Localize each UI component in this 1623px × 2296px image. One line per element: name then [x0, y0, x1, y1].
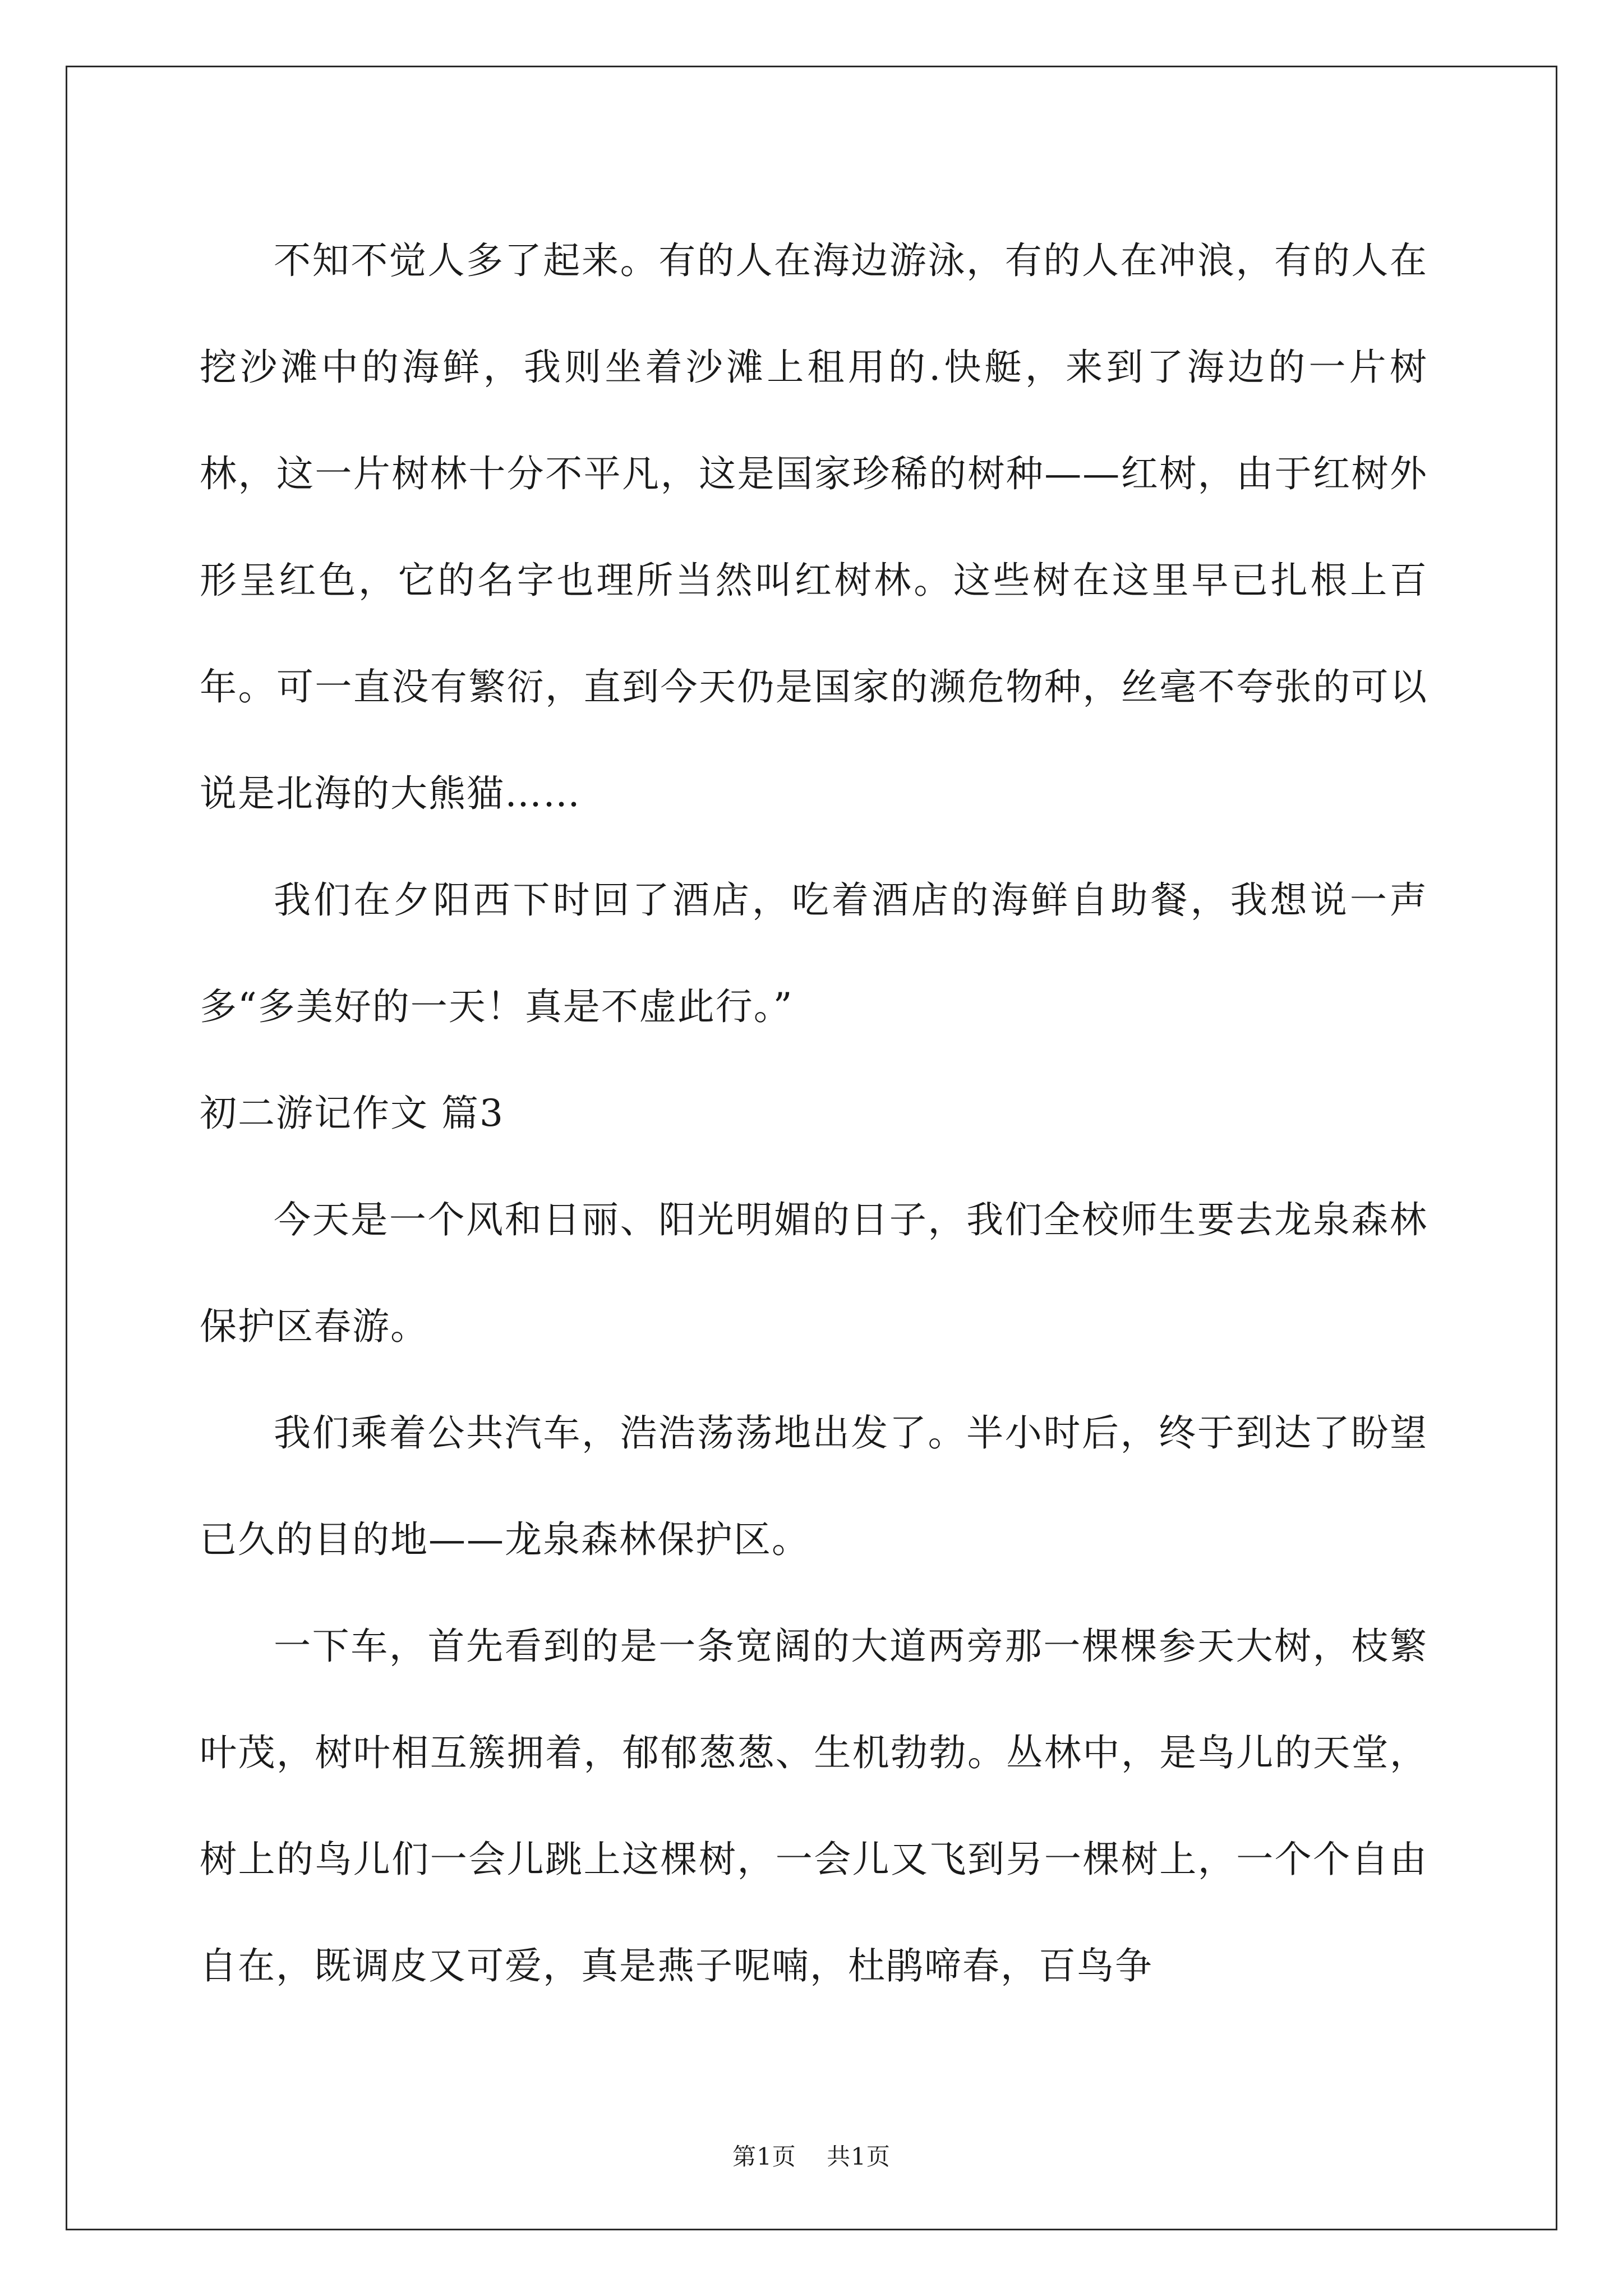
- paragraph: 一下车，首先看到的是一条宽阔的大道两旁那一棵棵参天大树，枝繁叶茂，树叶相互簇拥着，郁郁葱葱、生机勃勃。丛林中，是鸟儿的天堂，树上的鸟儿们一会儿跳上这棵树，一会儿又飞到另一棵树上，一个个自由自在，既调皮又可爱，真是燕子呢喃，杜鹃啼春，百鸟争: [200, 1625, 1428, 1987]
- paragraph: 我们在夕阳西下时回了酒店，吃着酒店的海鲜自助餐，我想说一声多“多美好的一天！真是不虚此行。”: [200, 878, 1428, 1028]
- page-total: 共1页: [827, 2143, 891, 2170]
- page-number: 第1页: [732, 2143, 796, 2170]
- section-heading: 初二游记作文 篇3: [200, 1092, 504, 1135]
- paragraph: 我们乘着公共汽车，浩浩荡荡地出发了。半小时后，终于到达了盼望已久的目的地——龙泉森林保护区。: [200, 1411, 1428, 1561]
- document-body: [200, 208, 1428, 2019]
- page-footer: [0, 2138, 1623, 2172]
- paragraph: 今天是一个风和日丽、阳光明媚的日子，我们全校师生要去龙泉森林保护区春游。: [200, 1198, 1428, 1348]
- paragraph: 不知不觉人多了起来。有的人在海边游泳，有的人在冲浪，有的人在挖沙滩中的海鲜，我则坐着沙滩上租用的.快艇，来到了海边的一片树林，这一片树林十分不平凡，这是国家珍稀的树种——红树，由于红树外形呈红色，它的名字也理所当然叫红树林。这些树在这里早已扎根上百年。可一直没有繁衍，直到今天仍是国家的濒危物种，丝毫不夸张的可以说是北海的大熊猫……: [200, 239, 1428, 815]
